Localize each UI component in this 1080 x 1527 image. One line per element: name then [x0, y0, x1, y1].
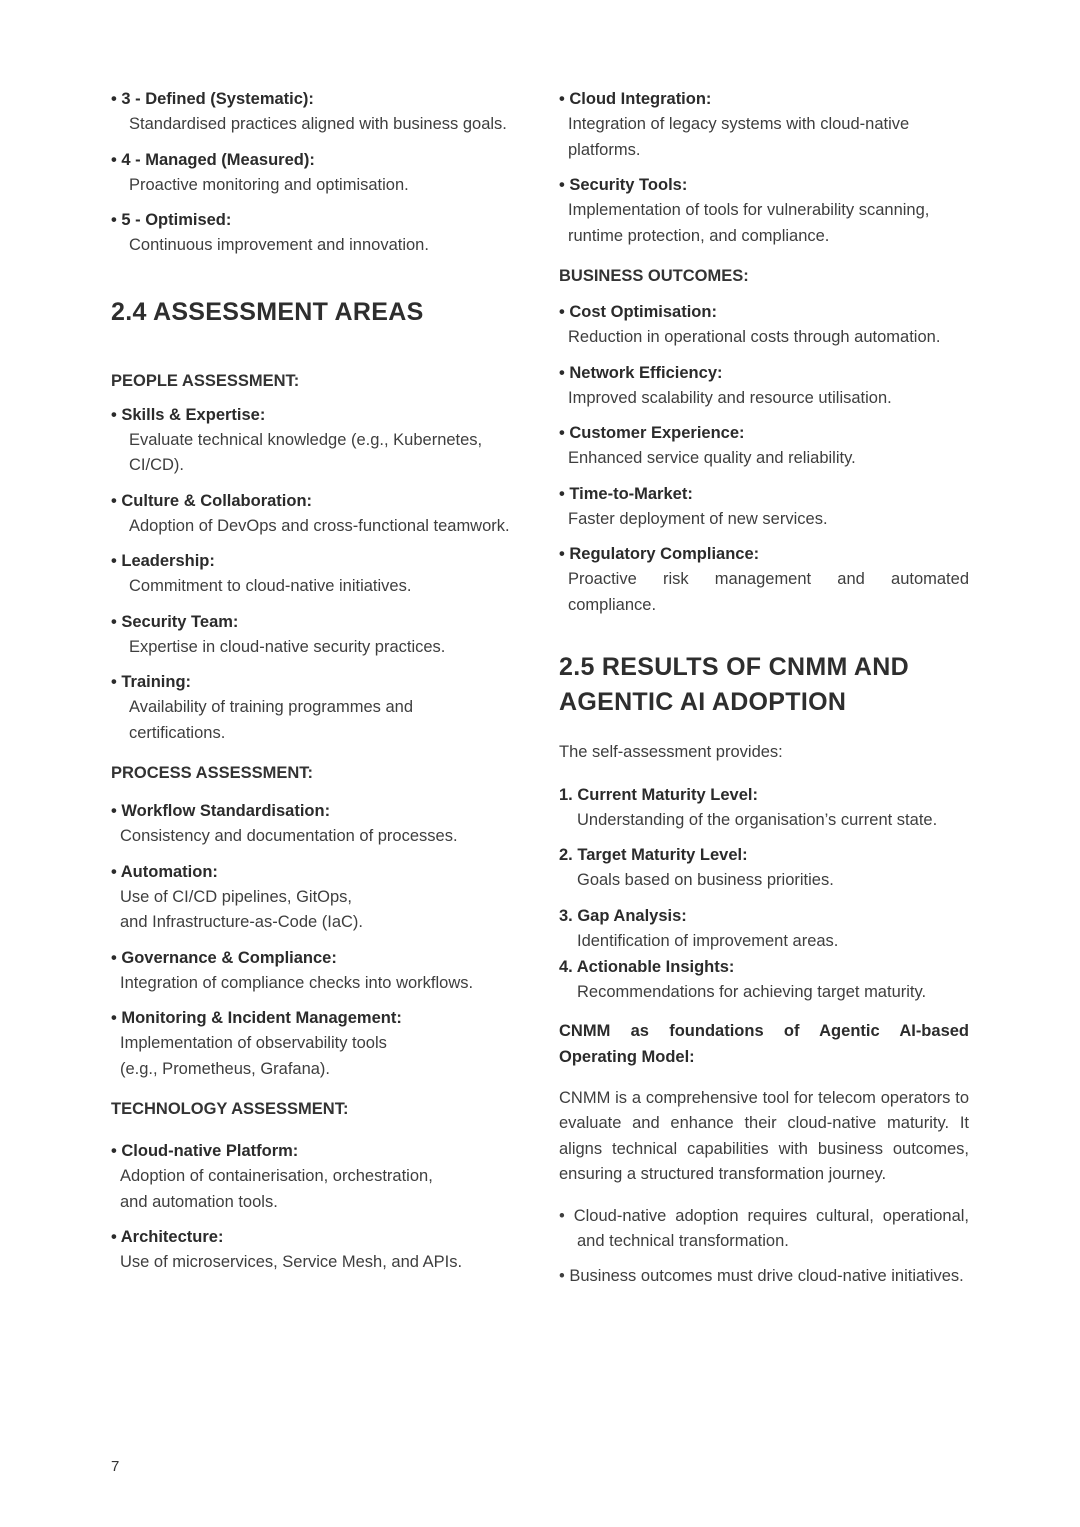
- list-item-term: • 4 - Managed (Measured):: [111, 150, 315, 169]
- list-item-desc: Commitment to cloud-native initiatives.: [129, 577, 412, 595]
- list-item-term: • Network Efficiency:: [559, 363, 723, 382]
- list-item-term: • Cloud Integration:: [559, 90, 712, 108]
- numbered-item-term: 2. Target Maturity Level:: [559, 846, 748, 864]
- list-item: [111, 147, 521, 199]
- list-item-term: • Monitoring & Incident Management:: [111, 1009, 402, 1027]
- list-item: [111, 1224, 521, 1276]
- list-item: [111, 488, 521, 540]
- list-item-desc: Implementation of tools for vulnerability scanning, runtime protection, and compliance.: [568, 201, 930, 245]
- list-item: [111, 207, 521, 259]
- list-item: [559, 360, 969, 412]
- list-item-term: • Security Team:: [111, 612, 239, 631]
- list-item-desc: Standardised practices aligned with business goals.: [129, 115, 507, 133]
- list-item-desc: Proactive risk management and automated compliance.: [568, 570, 969, 614]
- list-item: [111, 669, 521, 746]
- list-item-desc: Adoption of containerisation, orchestration,: [120, 1167, 433, 1185]
- list-item-term: • Cost Optimisation:: [559, 303, 717, 321]
- list-item: [559, 481, 969, 533]
- list-item: [559, 86, 969, 163]
- list-item: [111, 1005, 521, 1082]
- list-item-desc: and automation tools.: [120, 1192, 278, 1211]
- technology-assessment-heading: TECHNOLOGY ASSESSMENT:: [111, 1100, 349, 1118]
- list-item: [111, 402, 521, 479]
- cnmm-heading: CNMM as foundations of Agentic AI-based Operating Model:: [559, 1021, 969, 1066]
- list-item: [111, 945, 521, 997]
- list-item-desc: Reduction in operational costs through automation.: [568, 328, 941, 346]
- list-item-desc: (e.g., Prometheus, Grafana).: [120, 1059, 331, 1078]
- list-item-desc: and Infrastructure-as-Code (IaC).: [120, 913, 364, 931]
- business-outcomes-heading: BUSINESS OUTCOMES:: [559, 267, 749, 285]
- list-item-desc: Integration of legacy systems with cloud-native platforms.: [568, 115, 910, 159]
- cnmm-bullet: • Business outcomes must drive cloud-native initiatives.: [559, 1266, 964, 1285]
- left-column: [111, 86, 521, 1285]
- list-item-desc: Improved scalability and resource utilisation.: [568, 388, 892, 407]
- numbered-item: [559, 903, 969, 955]
- results-intro: The self-assessment provides:: [559, 743, 783, 761]
- list-item-desc: Adoption of DevOps and cross-functional teamwork.: [129, 516, 510, 535]
- numbered-item-term: 1. Current Maturity Level:: [559, 785, 758, 804]
- numbered-item-desc: Goals based on business priorities.: [577, 871, 834, 889]
- list-item-desc: Consistency and documentation of processes.: [120, 827, 458, 845]
- page-number: 7: [111, 1458, 120, 1475]
- list-item: [111, 86, 521, 138]
- list-item: [111, 609, 521, 661]
- right-column: [559, 86, 969, 1298]
- list-item: [111, 798, 521, 850]
- list-item-term: • Customer Experience:: [559, 424, 745, 442]
- list-item-desc: Proactive monitoring and optimisation.: [129, 175, 409, 194]
- list-item-term: • 3 - Defined (Systematic):: [111, 90, 314, 108]
- list-item-desc: Use of microservices, Service Mesh, and APIs.: [120, 1253, 463, 1271]
- numbered-item: [559, 782, 969, 834]
- numbered-item-desc: Understanding of the organisation’s current state.: [577, 810, 938, 829]
- section-title-line: 2.5 RESULTS OF CNMM AND: [559, 653, 909, 681]
- list-item: [559, 172, 969, 249]
- list-item-term: • Architecture:: [111, 1228, 224, 1246]
- list-item: [559, 299, 969, 351]
- list-item: [111, 859, 521, 936]
- section-title-results: [559, 650, 969, 720]
- list-item-term: • Time-to-Market:: [559, 484, 693, 503]
- numbered-item: [559, 954, 969, 1006]
- section-title-line: AGENTIC AI ADOPTION: [559, 688, 847, 716]
- list-item-term: • Skills & Expertise:: [111, 405, 266, 424]
- list-item-desc: Faster deployment of new services.: [568, 509, 828, 528]
- list-item-term: • Workflow Standardisation:: [111, 802, 331, 820]
- list-item-desc: Enhanced service quality and reliability.: [568, 449, 856, 467]
- numbered-item-desc: Identification of improvement areas.: [577, 931, 839, 950]
- list-item: [111, 1138, 521, 1215]
- cnmm-bullet: • Cloud-native adoption requires cultural, operational, and technical transformation.: [559, 1206, 969, 1250]
- process-assessment-heading: PROCESS ASSESSMENT:: [111, 764, 314, 782]
- list-item: [111, 548, 521, 600]
- cnmm-paragraph: CNMM is a comprehensive tool for telecom operators to evaluate and enhance their cloud-native maturity. It aligns technical capabilities with business outcomes, ensuring a structured transformation journey.: [559, 1088, 969, 1183]
- list-item-desc: Continuous improvement and innovation.: [129, 236, 429, 254]
- list-item-desc: Expertise in cloud-native security practices.: [129, 637, 446, 656]
- list-item-term: • Culture & Collaboration:: [111, 491, 313, 510]
- list-item-desc: Evaluate technical knowledge (e.g., Kubernetes, CI/CD).: [129, 430, 483, 474]
- list-item-term: • Regulatory Compliance:: [559, 545, 760, 563]
- list-item-desc: Use of CI/CD pipelines, GitOps,: [120, 887, 352, 906]
- numbered-item-term: 4. Actionable Insights:: [559, 958, 735, 976]
- list-item: [559, 541, 969, 618]
- numbered-item: [559, 842, 969, 894]
- section-title-assessment-areas: 2.4 ASSESSMENT AREAS: [111, 297, 424, 326]
- list-item-term: • 5 - Optimised:: [111, 211, 232, 229]
- list-item: [559, 420, 969, 472]
- people-assessment-heading: PEOPLE ASSESSMENT:: [111, 371, 300, 390]
- list-item-desc: Implementation of observability tools: [120, 1034, 387, 1052]
- numbered-item-desc: Recommendations for achieving target maturity.: [577, 983, 927, 1001]
- numbered-item-term: 3. Gap Analysis:: [559, 906, 687, 925]
- list-item-term: • Training:: [111, 673, 192, 691]
- list-item-term: • Automation:: [111, 862, 218, 881]
- list-item-desc: Availability of training programmes and certifications.: [129, 698, 414, 742]
- list-item-term: • Leadership:: [111, 552, 215, 570]
- list-item-term: • Security Tools:: [559, 176, 688, 194]
- list-item-term: • Cloud-native Platform:: [111, 1142, 299, 1160]
- list-item-term: • Governance & Compliance:: [111, 948, 337, 967]
- list-item-desc: Integration of compliance checks into workflows.: [120, 973, 474, 992]
